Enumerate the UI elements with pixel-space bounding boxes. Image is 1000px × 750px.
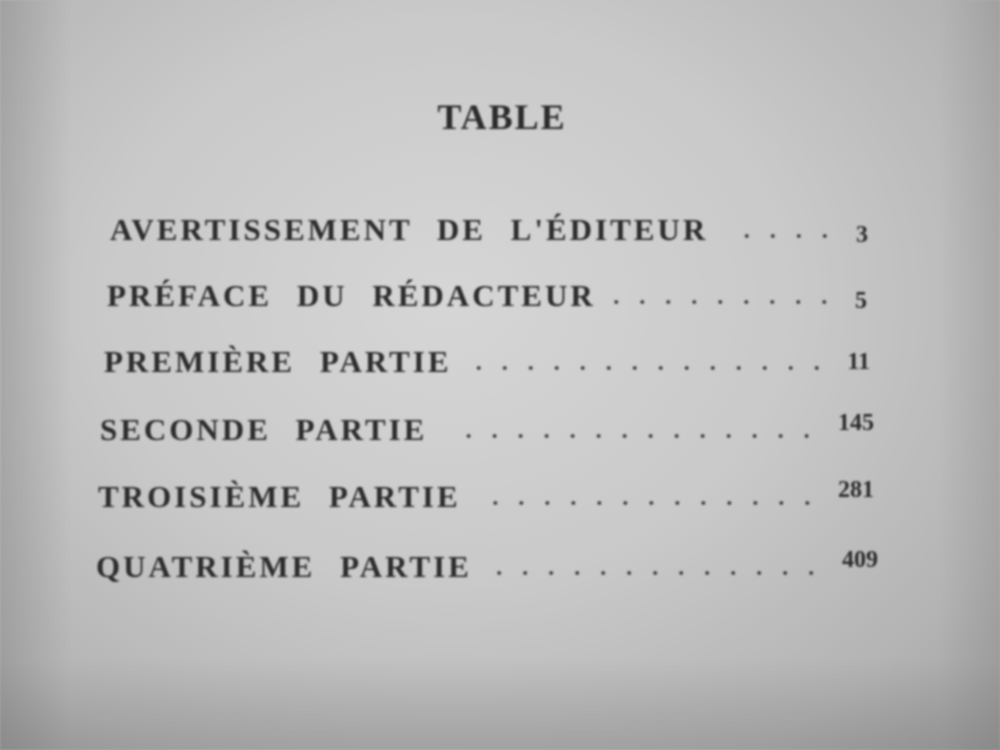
dot-leader (726, 233, 838, 239)
toc-entry-page: 3 (856, 221, 868, 248)
toc-entry-label: SECONDE PARTIE (100, 412, 428, 447)
dot-leader (445, 433, 820, 439)
toc-entry (98, 475, 874, 519)
toc-entry-label: AVERTISSEMENT DE L'ÉDITEUR (110, 212, 709, 247)
toc-entry-page: 11 (847, 348, 870, 375)
toc-entry (107, 274, 867, 318)
dot-leader (614, 299, 837, 305)
toc-entry (110, 208, 868, 252)
dot-leader (470, 365, 830, 371)
toc-entry (96, 545, 878, 589)
dot-leader (490, 570, 824, 576)
toc-entry-page: 409 (842, 546, 878, 573)
dot-leader (479, 500, 820, 506)
toc-entry-page: 281 (838, 476, 874, 503)
page-title: TABLE (437, 97, 567, 137)
toc-entry-label: PREMIÈRE PARTIE (104, 344, 452, 379)
toc-entry (100, 408, 874, 452)
toc-entry-label: TROISIÈME PARTIE (98, 479, 461, 514)
toc-entry-label: QUATRIÈME PARTIE (96, 549, 472, 584)
toc-entry-label: PRÉFACE DU RÉDACTEUR (107, 278, 596, 313)
toc-entry (104, 340, 870, 384)
toc-entry-page: 5 (855, 287, 867, 314)
toc-entry-page: 145 (838, 409, 874, 436)
